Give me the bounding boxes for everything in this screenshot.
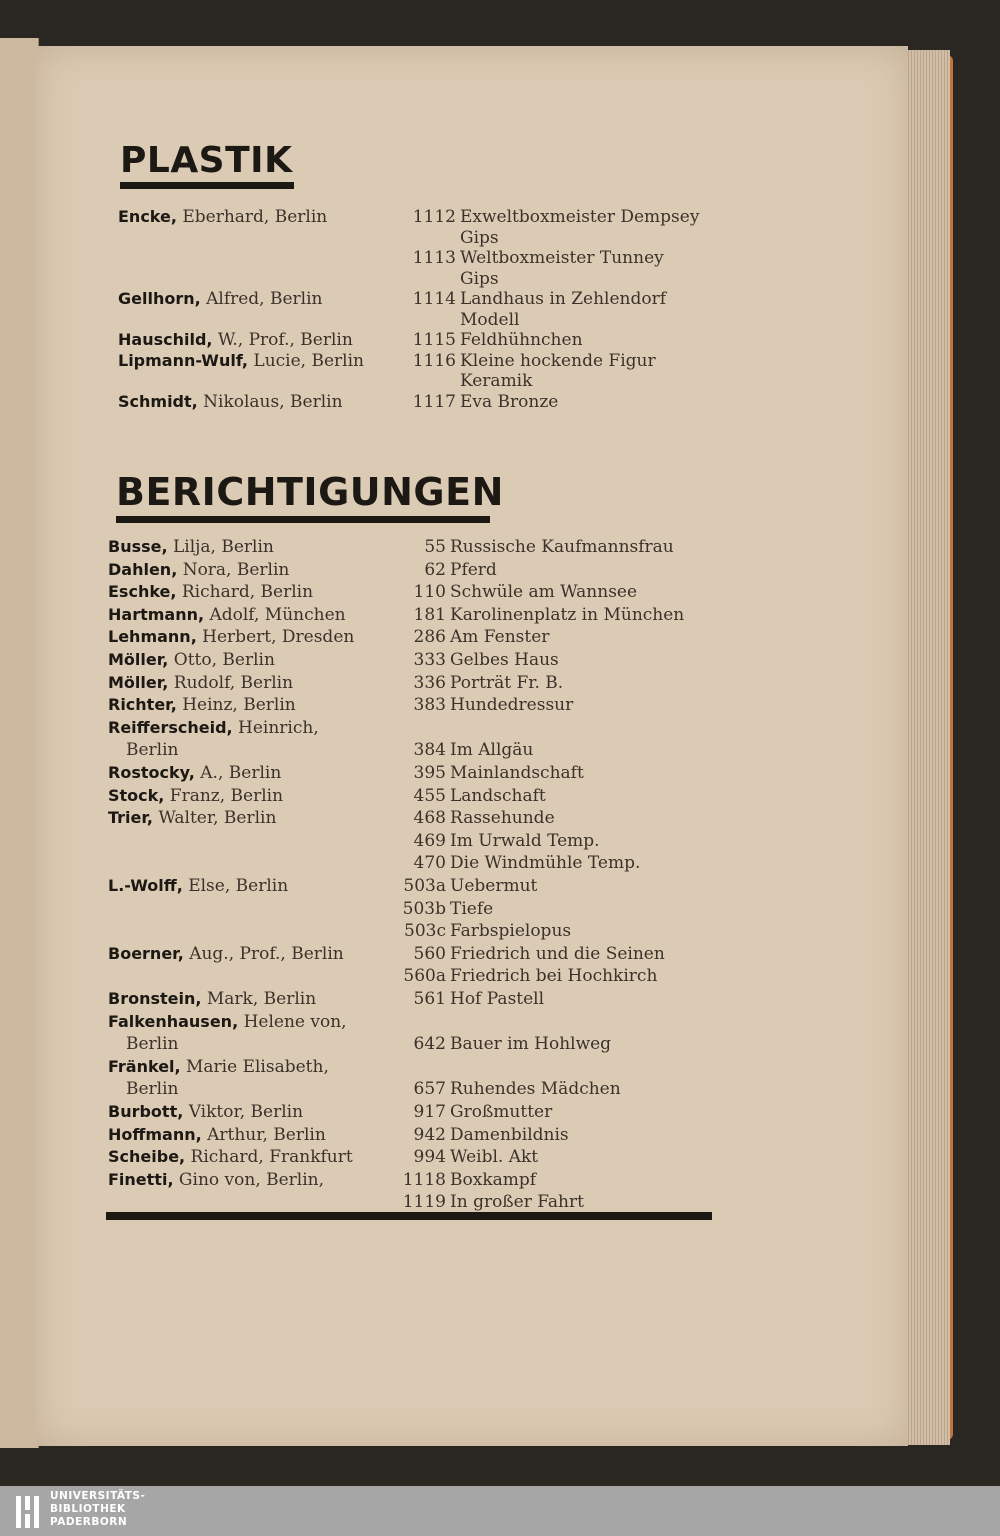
artwork-title: Damenbildnis: [450, 1124, 569, 1145]
artwork-title: Die Windmühle Temp.: [450, 853, 641, 874]
artwork-title: Im Urwald Temp.: [450, 830, 600, 851]
artwork-title: Gelbes Haus: [450, 650, 559, 670]
artist-details: Nikolaus, Berlin: [203, 391, 343, 412]
berichtigungen-heading: [116, 470, 504, 514]
book-page: [36, 46, 908, 1446]
catalogue-number: 384: [413, 740, 446, 761]
artwork-title: Kleine hockende Figur: [460, 350, 656, 371]
artist-surname: Rostocky,: [108, 763, 195, 782]
artist-surname: Finetti,: [108, 1169, 174, 1189]
artist-surname: Encke,: [118, 207, 177, 226]
artwork-title: Farbspielopus: [450, 921, 572, 942]
library-logo-icon: [14, 1494, 46, 1530]
artist-name: [108, 559, 289, 581]
artist-name: [108, 1124, 326, 1146]
catalogue-number: 917: [413, 1102, 446, 1122]
artwork-title: Ruhendes Mädchen: [450, 1079, 621, 1100]
artwork-title: Uebermut: [450, 876, 538, 896]
artwork-title: Bauer im Hohlweg: [450, 1034, 612, 1055]
artist-details: Marie Elisabeth,: [186, 1056, 329, 1077]
artwork-title: Landhaus in Zehlendorf: [460, 289, 667, 309]
artist-surname: Möller,: [108, 672, 169, 692]
artist-name: [108, 875, 288, 897]
artwork-title: Friedrich und die Seinen: [450, 943, 665, 964]
artist-surname: Richter,: [108, 695, 177, 715]
artist-details: Adolf, München: [209, 604, 346, 625]
artist-name: [118, 391, 343, 413]
artist-name: [108, 1056, 329, 1078]
catalogue-number: 333: [413, 650, 446, 670]
catalogue-number: 470: [413, 853, 446, 874]
artist-surname: Dahlen,: [108, 559, 178, 579]
artist-details: Lilja, Berlin: [172, 537, 274, 557]
artist-name: [108, 536, 274, 558]
artist-name: [108, 988, 316, 1010]
catalogue-number: 560a: [403, 966, 446, 987]
artist-name: [108, 1146, 353, 1168]
artist-name: [108, 1011, 347, 1033]
catalogue-number: 1117: [412, 391, 456, 412]
artist-details: W., Prof., Berlin: [217, 330, 353, 350]
artist-surname: Stock,: [108, 785, 165, 805]
artist-details: Berlin: [126, 740, 179, 761]
catalogue-number: 942: [413, 1124, 446, 1145]
artwork-title: Schwüle am Wannsee: [450, 582, 638, 603]
library-logo-text: [50, 1490, 145, 1529]
artist-name: [108, 672, 293, 694]
artist-surname: Hoffmann,: [108, 1124, 202, 1144]
artwork-title: Am Fenster: [450, 627, 550, 648]
artist-details: Franz, Berlin: [169, 785, 284, 806]
artwork-title: Weltboxmeister Tunney: [460, 248, 664, 268]
artwork-title: Im Allgäu: [450, 740, 534, 761]
artist-surname: Eschke,: [108, 582, 177, 602]
catalogue-number: 383: [413, 695, 446, 716]
artist-details: Nora, Berlin: [182, 559, 290, 580]
artist-name: [108, 1101, 303, 1123]
catalogue-number: 1113: [412, 248, 456, 268]
artist-details: Arthur, Berlin: [207, 1124, 326, 1145]
artist-details: Helene von,: [243, 1011, 347, 1032]
artist-surname: Schmidt,: [118, 391, 198, 411]
artist-name: [108, 604, 346, 626]
artwork-title: Weibl. Akt: [450, 1147, 539, 1168]
artist-name: [108, 626, 354, 648]
artist-details: Richard, Berlin: [181, 582, 314, 603]
artist-surname: Burbott,: [108, 1102, 184, 1121]
catalogue-number: 1112: [412, 207, 456, 227]
artwork-title: Russische Kaufmannsfrau: [450, 537, 674, 557]
artist-name: [108, 694, 296, 716]
artist-surname: Hartmann,: [108, 604, 205, 624]
artist-surname: Gellhorn,: [118, 289, 201, 308]
artist-name: [118, 288, 323, 310]
artist-name: [108, 807, 276, 829]
facing-page-edge: [0, 38, 39, 1448]
artist-name: [108, 785, 283, 807]
artist-surname: L.-Wolff,: [108, 876, 183, 895]
artist-surname: Lehmann,: [108, 627, 197, 647]
plastik-heading: [120, 140, 292, 182]
artwork-title: Gips: [460, 227, 499, 248]
artist-name: [108, 649, 275, 671]
berichtigungen-heading-underline: [116, 516, 490, 523]
closing-rule: [106, 1212, 712, 1220]
catalogue-number: 286: [413, 627, 446, 648]
artwork-title: Gips: [460, 268, 499, 289]
catalogue-number: 642: [413, 1034, 446, 1055]
catalogue-number: 455: [413, 785, 446, 806]
artist-surname: Trier,: [108, 808, 153, 828]
catalogue-number: 503c: [404, 921, 446, 942]
catalogue-number: 1118: [402, 1169, 446, 1190]
catalogue-number: 503a: [403, 876, 446, 896]
artist-details: Heinz, Berlin: [182, 695, 296, 716]
artist-surname: Busse,: [108, 537, 168, 556]
artist-name: [126, 1078, 179, 1100]
artwork-title: Hof Pastell: [450, 989, 545, 1009]
catalogue-number: 468: [413, 808, 446, 829]
artist-surname: Möller,: [108, 650, 169, 669]
catalogue-number: 1116: [412, 350, 456, 371]
library-name-line-2: BIBLIOTHEK: [50, 1503, 126, 1515]
catalogue-number: 1115: [412, 330, 456, 350]
artist-name: [108, 1169, 324, 1191]
artist-name: [108, 581, 313, 603]
artist-details: Walter, Berlin: [158, 808, 277, 829]
artist-details: Viktor, Berlin: [188, 1102, 304, 1122]
artist-details: Berlin: [126, 1079, 179, 1100]
artwork-title: Porträt Fr. B.: [450, 672, 564, 693]
artist-surname: Reifferscheid,: [108, 717, 233, 737]
artist-surname: Lipmann-Wulf,: [118, 350, 248, 370]
artist-details: Berlin: [126, 1034, 179, 1055]
artist-surname: Scheibe,: [108, 1147, 186, 1167]
catalogue-number: 110: [413, 582, 446, 603]
library-name-line-3: PADERBORN: [50, 1516, 128, 1528]
artist-details: Aug., Prof., Berlin: [189, 943, 344, 964]
artist-details: A., Berlin: [200, 763, 282, 783]
catalogue-number: 395: [413, 763, 446, 783]
artwork-title: Großmutter: [450, 1102, 553, 1122]
catalogue-number: 55: [424, 537, 446, 557]
catalogue-number: 503b: [402, 898, 446, 919]
artist-name: [126, 739, 179, 761]
artwork-title: Feldhühnchen: [460, 330, 583, 350]
artwork-title: Tiefe: [450, 898, 494, 919]
catalogue-number: 560: [413, 943, 446, 964]
catalogue-number: 1114: [412, 289, 456, 309]
artist-surname: Fränkel,: [108, 1056, 181, 1076]
berichtigungen-heading-text: BERICHTIGUNGEN: [116, 470, 504, 514]
artist-name: [126, 1033, 179, 1055]
artwork-title: Hundedressur: [450, 695, 574, 716]
artist-details: Richard, Frankfurt: [190, 1147, 353, 1168]
artist-name: [118, 206, 327, 228]
artwork-title: Boxkampf: [450, 1169, 537, 1190]
artist-surname: Hauschild,: [118, 330, 213, 349]
artist-details: Eberhard, Berlin: [182, 207, 328, 227]
artist-name: [108, 943, 344, 965]
artist-surname: Bronstein,: [108, 989, 202, 1008]
catalogue-number: 1119: [402, 1192, 446, 1213]
artwork-title: Landschaft: [450, 785, 546, 806]
artist-name: [118, 350, 364, 372]
artist-details: Heinrich,: [238, 717, 319, 738]
artist-details: Rudolf, Berlin: [173, 672, 294, 693]
plastik-heading-underline: [120, 182, 294, 189]
artist-details: Otto, Berlin: [173, 650, 275, 670]
artwork-title: Friedrich bei Hochkirch: [450, 966, 658, 987]
artist-details: Herbert, Dresden: [202, 627, 355, 648]
artwork-title: Exweltboxmeister Dempsey: [460, 207, 700, 227]
catalogue-number: 336: [413, 672, 446, 693]
artist-name: [118, 329, 353, 351]
artwork-title: Pferd: [450, 559, 497, 580]
artwork-title: In großer Fahrt: [450, 1192, 584, 1213]
artwork-title: Eva Bronze: [460, 391, 559, 412]
plastik-heading-text: PLASTIK: [120, 140, 293, 181]
artist-details: Alfred, Berlin: [206, 289, 323, 309]
artwork-title: Mainlandschaft: [450, 763, 584, 783]
artwork-title: Keramik: [460, 371, 533, 391]
catalogue-number: 469: [413, 830, 446, 851]
catalogue-number: 657: [413, 1079, 446, 1100]
artist-details: Gino von, Berlin,: [178, 1169, 325, 1190]
artist-surname: Falkenhausen,: [108, 1011, 239, 1031]
catalogue-number: 181: [413, 604, 446, 625]
artist-surname: Boerner,: [108, 943, 184, 963]
artist-name: [108, 717, 319, 739]
library-footer: [0, 1486, 1000, 1536]
artwork-title: Karolinenplatz in München: [450, 604, 685, 625]
catalogue-number: 62: [424, 559, 446, 580]
artwork-title: Modell: [460, 309, 520, 330]
artist-name: [108, 762, 281, 784]
catalogue-number: 994: [413, 1147, 446, 1168]
artist-details: Else, Berlin: [188, 876, 289, 896]
library-name-line-1: UNIVERSITÄTS-: [50, 1490, 146, 1502]
artwork-title: Rassehunde: [450, 808, 555, 829]
artist-details: Lucie, Berlin: [253, 350, 364, 371]
artist-details: Mark, Berlin: [206, 989, 317, 1009]
catalogue-number: 561: [413, 989, 446, 1009]
